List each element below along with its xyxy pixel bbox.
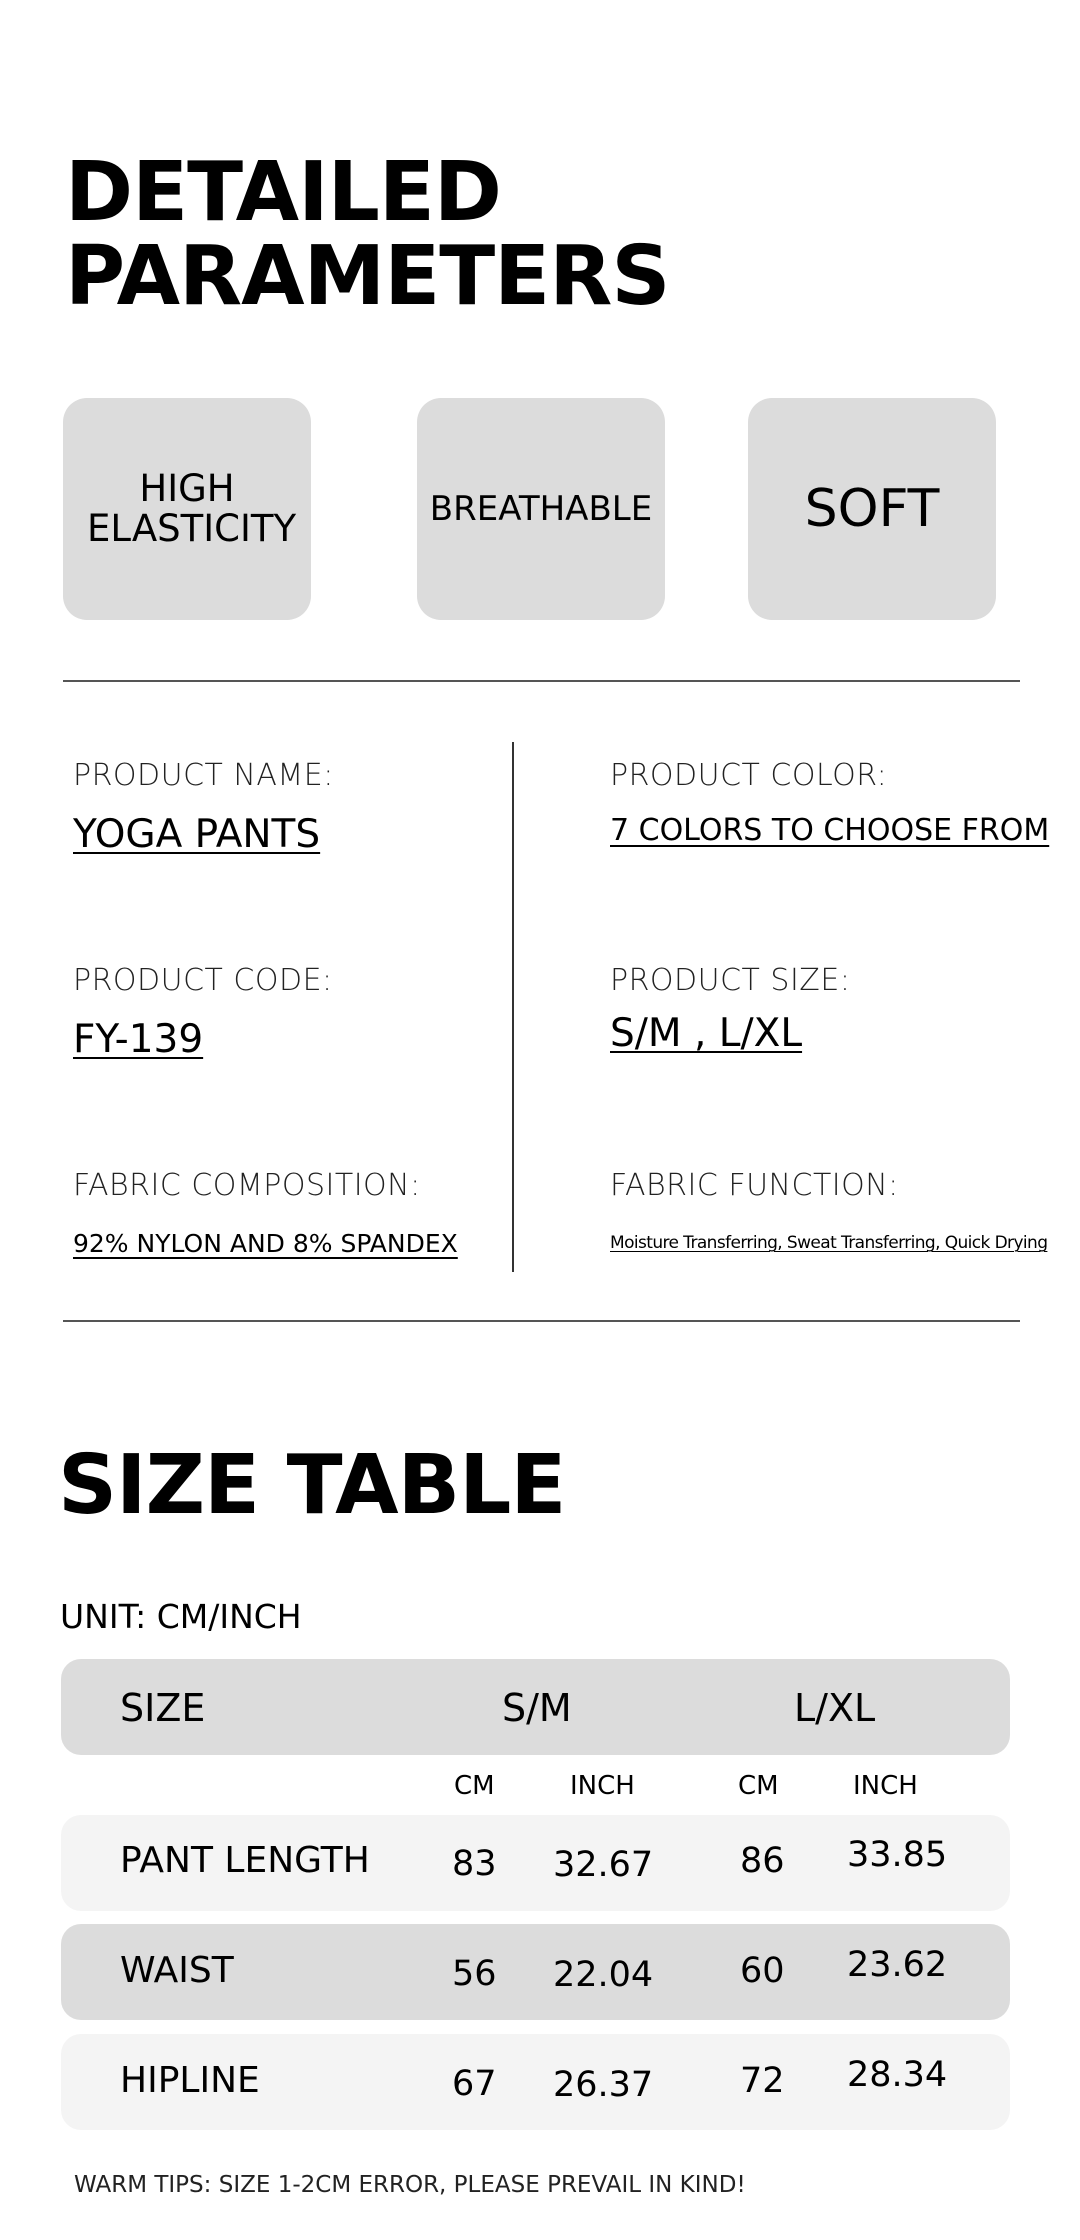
row-name: HIPLINE [120, 2060, 260, 2101]
divider-top [63, 680, 1020, 682]
fabric-composition-value: 92% NYLON AND 8% SPANDEX [73, 1229, 458, 1258]
header-sm: S/M [502, 1686, 572, 1730]
row-lxl-cm: 72 [740, 2061, 785, 2101]
page-title-line-2: PARAMETERS [65, 229, 670, 324]
row-name: PANT LENGTH [120, 1840, 370, 1881]
row-sm-inch: 26.37 [553, 2065, 654, 2105]
row-sm-inch: 22.04 [553, 1955, 654, 1995]
subheader-lxl-cm: CM [738, 1771, 779, 1801]
header-size: SIZE [120, 1686, 206, 1730]
fabric-composition-label: FABRIC COMPOSITION: [73, 1168, 421, 1203]
feature-label: BREATHABLE [429, 489, 653, 529]
subheader-sm-cm: CM [454, 1771, 495, 1801]
product-code-label: PRODUCT CODE: [73, 963, 333, 998]
row-lxl-inch: 23.62 [847, 1945, 948, 1985]
product-color-value: 7 COLORS TO CHOOSE FROM [610, 813, 1050, 848]
row-lxl-inch: 33.85 [847, 1835, 948, 1875]
product-name-value: YOGA PANTS [73, 812, 321, 857]
subheader-sm-inch: INCH [570, 1771, 635, 1801]
subheader-lxl-inch: INCH [853, 1771, 918, 1801]
product-size-value: S/M , L/XL [610, 1011, 803, 1056]
column-divider [512, 742, 514, 1272]
feature-soft [748, 398, 996, 620]
row-sm-cm: 67 [452, 2064, 497, 2104]
row-sm-cm: 56 [452, 1954, 497, 1994]
product-size-label: PRODUCT SIZE: [610, 963, 851, 998]
product-code-value: FY-139 [73, 1017, 204, 1062]
feature-breathable [417, 398, 665, 620]
divider-bottom [63, 1320, 1020, 1322]
feature-high-elasticity [63, 398, 311, 620]
page-title-line-1: DETAILED [65, 145, 501, 240]
row-sm-inch: 32.67 [553, 1845, 654, 1885]
row-lxl-cm: 86 [740, 1841, 785, 1881]
product-color-label: PRODUCT COLOR: [610, 758, 888, 793]
feature-label: HIGH ELASTICITY [87, 467, 297, 550]
product-name-label: PRODUCT NAME: [73, 758, 334, 793]
row-lxl-cm: 60 [740, 1951, 785, 1991]
warm-tips: WARM TIPS: SIZE 1-2CM ERROR, PLEASE PREVAIL IN KIND! [74, 2172, 746, 2198]
feature-label: SOFT [804, 479, 940, 539]
size-table-title: SIZE TABLE [58, 1438, 566, 1533]
unit-label: UNIT: CM/INCH [60, 1597, 302, 1636]
row-name: WAIST [120, 1950, 234, 1991]
row-sm-cm: 83 [452, 1844, 497, 1884]
header-lxl: L/XL [794, 1686, 876, 1730]
row-lxl-inch: 28.34 [847, 2055, 948, 2095]
fabric-function-value: Moisture Transferring, Sweat Transferring, Quick Drying [610, 1233, 1048, 1253]
fabric-function-label: FABRIC FUNCTION: [610, 1168, 899, 1203]
